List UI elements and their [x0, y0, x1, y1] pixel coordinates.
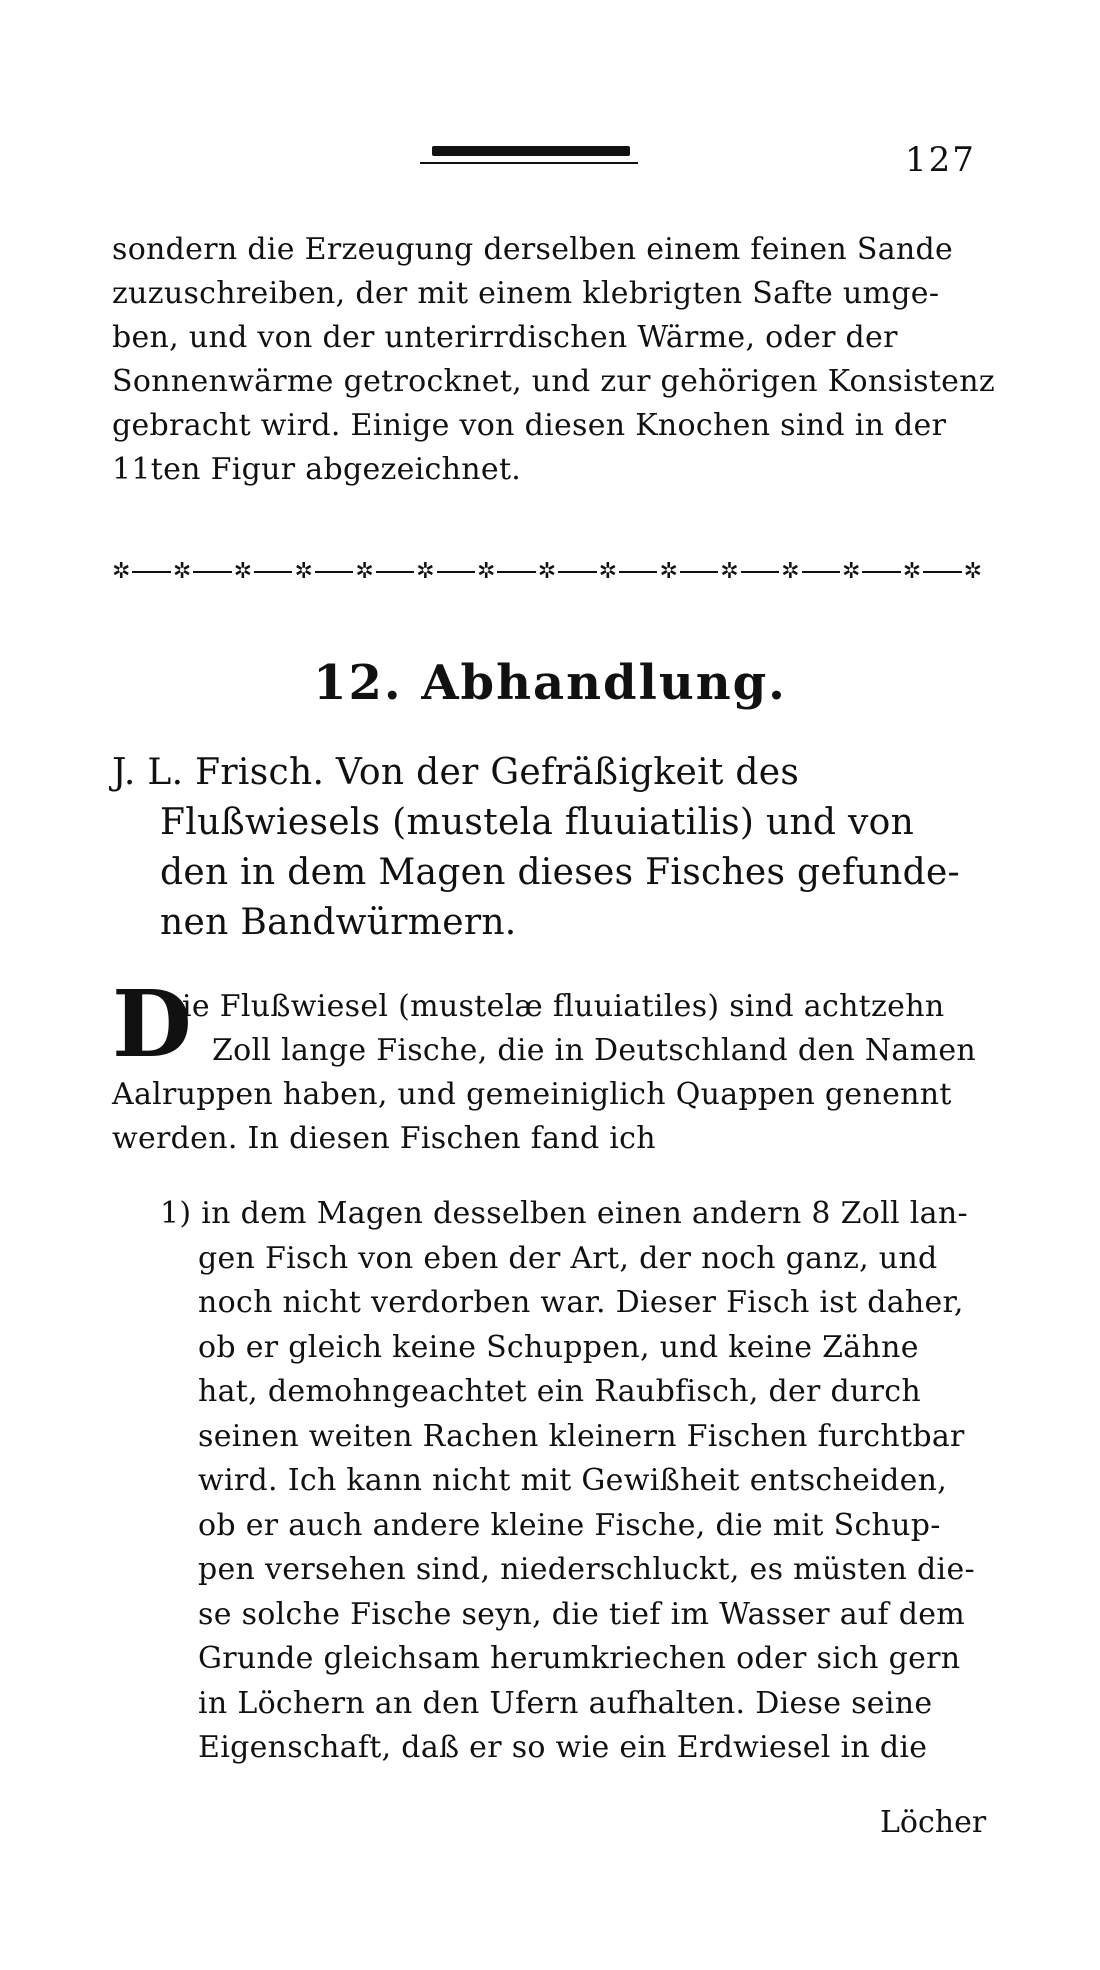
- list-line: seinen weiten Rachen kleinern Fischen furchtbar: [198, 1418, 965, 1454]
- list-line: Grunde gleichsam herumkriechen oder sich gern: [198, 1641, 961, 1676]
- header-rule-thin: [420, 162, 638, 164]
- ornament-star-icon: ✲: [720, 559, 739, 584]
- text-line: gebracht wird. Einige von diesen Knochen sind in der: [112, 408, 947, 443]
- ornament-star-icon: ✲: [841, 559, 861, 584]
- ornament-dash: [437, 571, 475, 573]
- text-line: Sonnenwärme getrocknet, und zur gehörigen Konsistenz: [112, 364, 995, 399]
- list-line: ob er gleich keine Schuppen, und keine Zähne: [198, 1329, 919, 1365]
- list-line: 1) in dem Magen desselben einen andern 8 Zoll lan-: [160, 1196, 968, 1231]
- ornament-star-icon: ✲: [781, 559, 800, 584]
- list-line: Eigenschaft, daß er so wie ein Erdwiesel in die: [198, 1730, 928, 1765]
- ornament-dash: [923, 571, 961, 573]
- text-line: Zoll lange Fische, die in Deutschland den Namen: [212, 1033, 977, 1068]
- article-title: [112, 748, 982, 948]
- text-line: ie Flußwiesel (mustelæ fluuiatiles) sind achtzehn: [182, 989, 945, 1024]
- ornament-star-icon: ✲: [537, 559, 557, 584]
- title-line: nen Bandwürmern.: [160, 902, 517, 943]
- header-rule-thick: [432, 146, 630, 156]
- ornament-dash: [680, 571, 718, 573]
- text-line: ben, und von der unterirrdischen Wärme, oder der: [112, 320, 898, 355]
- list-line: gen Fisch von eben der Art, der noch ganz, und: [198, 1240, 938, 1276]
- ornament-dash: [802, 571, 840, 573]
- ornament-dash: [132, 571, 170, 573]
- list-line: noch nicht verdorben war. Dieser Fisch ist daher,: [198, 1285, 964, 1320]
- drop-cap: D: [112, 970, 192, 1078]
- text-line: Aalruppen haben, und gemeiniglich Quappen genennt: [112, 1077, 952, 1112]
- numbered-list-item: [160, 1192, 982, 1771]
- ornament-dash: [254, 571, 292, 573]
- page-number: 127: [905, 140, 976, 180]
- ornament-dash: [497, 571, 535, 573]
- list-line: pen versehen sind, niederschluckt, es müsten die-: [198, 1552, 975, 1587]
- title-line: J. L. Frisch. Von der Gefräßigkeit des: [112, 752, 800, 793]
- list-line: wird. Ich kann nicht mit Gewißheit entscheiden,: [198, 1463, 948, 1498]
- continuation-paragraph: [112, 228, 995, 492]
- ornament-star-icon: ✲: [659, 559, 678, 584]
- ornament-dash: [376, 571, 414, 573]
- ornament-dash: [741, 571, 779, 573]
- text-line: werden. In diesen Fischen fand ich: [112, 1121, 656, 1156]
- chapter-heading: 12. Abhandlung.: [313, 655, 787, 711]
- ornament-star-icon: ✲: [294, 559, 313, 584]
- ornament-dash: [619, 571, 657, 573]
- intro-paragraph: [112, 985, 982, 1161]
- title-line: den in dem Magen dieses Fisches gefunde-: [160, 852, 961, 893]
- list-line: se solche Fische seyn, die tief im Wasser auf dem: [198, 1596, 966, 1632]
- ornament-star-icon: ✲: [598, 559, 618, 584]
- ornament-star-icon: ✲: [355, 559, 374, 584]
- ornament-star-icon: ✲: [416, 559, 435, 584]
- ornament-dash: [558, 571, 596, 573]
- ornament-dash: [315, 571, 353, 573]
- list-line: ob er auch andere kleine Fische, die mit Schup-: [198, 1507, 941, 1543]
- catchword: Löcher: [880, 1805, 987, 1840]
- text-line: zuzuschreiben, der mit einem klebrigten Safte umge-: [112, 276, 940, 311]
- ornament-star-icon: ✲: [902, 559, 922, 584]
- ornament-star-icon: ✲: [233, 559, 253, 584]
- ornament-star-icon: ✲: [476, 559, 496, 584]
- ornament-star-icon: ✲: [172, 559, 192, 584]
- ornamental-divider: [112, 560, 982, 584]
- list-line: in Löchern an den Ufern aufhalten. Diese seine: [198, 1685, 933, 1721]
- ornament-dash: [193, 571, 231, 573]
- title-line: Flußwiesels (mustela fluuiatilis) und von: [160, 802, 915, 843]
- ornament-dash: [862, 571, 900, 573]
- list-line: hat, demohngeachtet ein Raubfisch, der durch: [198, 1374, 922, 1409]
- text-line: sondern die Erzeugung derselben einem feinen Sande: [112, 232, 954, 267]
- text-line: 11ten Figur abgezeichnet.: [112, 452, 522, 487]
- ornament-star-icon: ✲: [112, 559, 131, 584]
- ornament-star-icon: ✲: [963, 559, 983, 584]
